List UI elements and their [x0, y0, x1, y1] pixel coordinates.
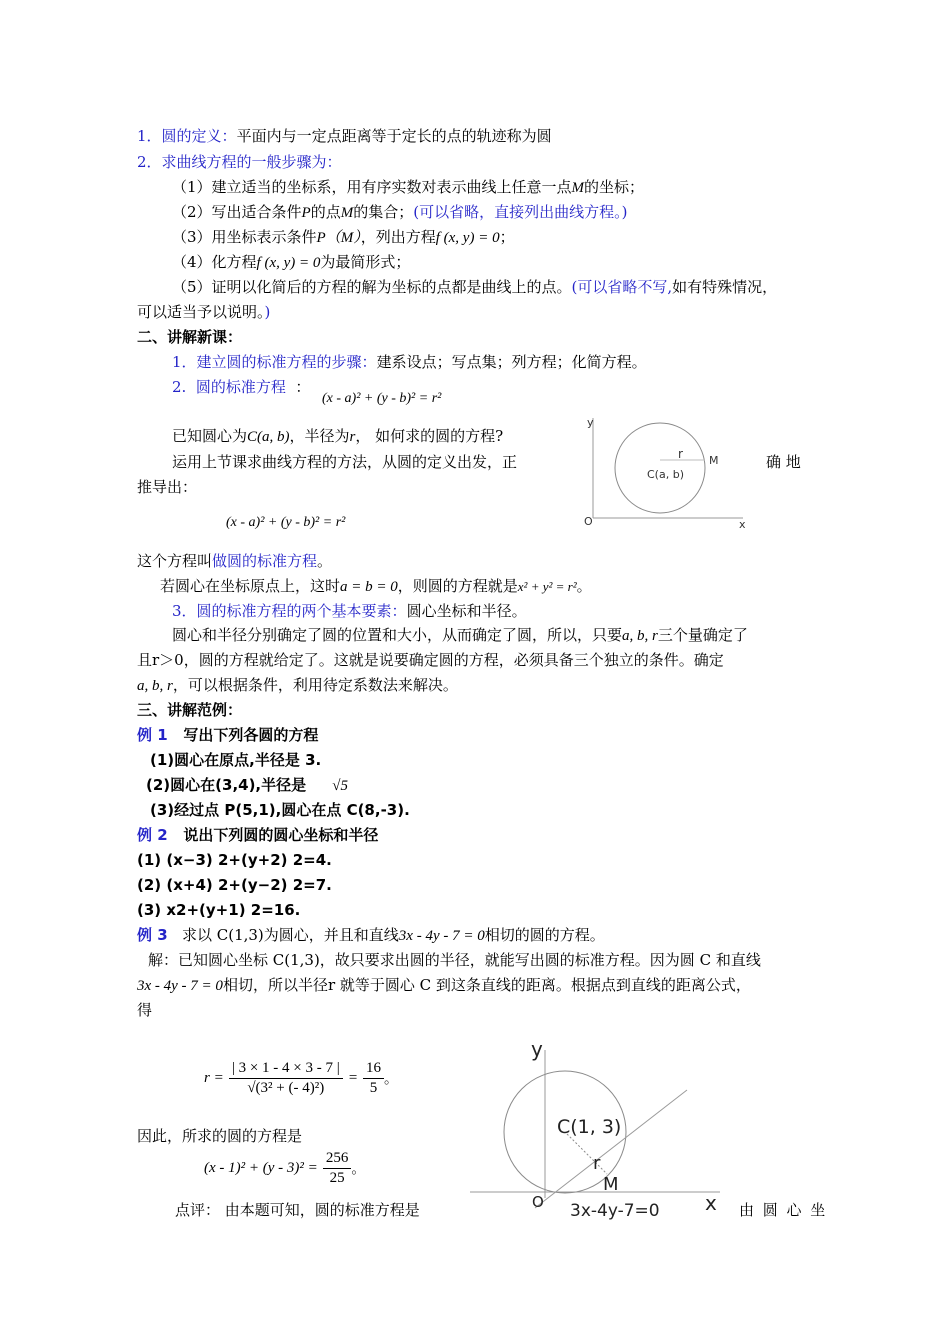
- step-text: （5）证明以化简后的方程的解为坐标的点都是曲线上的点。: [172, 278, 572, 296]
- step-text: ；: [499, 228, 515, 246]
- origin-condition: a = b = 0: [340, 579, 398, 595]
- radius-label: r: [678, 447, 683, 461]
- y-label: y: [531, 1037, 543, 1061]
- elements-label: 圆的标准方程的两个基本要素：: [196, 602, 407, 620]
- solution-line-3: 得: [137, 1001, 153, 1019]
- explain-line-3: [137, 675, 458, 696]
- step-note: (可以省略不写,: [571, 278, 673, 296]
- explain-text: 圆心和半径分别确定了圆的位置和大小，从而确定了圆，所以，只要: [172, 626, 623, 644]
- explain-line-1: [172, 625, 748, 646]
- step-note: (可以省略，直接列出曲线方程。): [413, 203, 628, 221]
- step-5-cont: [137, 302, 270, 322]
- line-label: 3x-4y-7=0: [570, 1201, 660, 1221]
- steps-heading: [137, 152, 342, 172]
- item-number: 3．: [172, 602, 197, 620]
- radius-label: r: [593, 1153, 601, 1174]
- step-text: 的点: [310, 203, 341, 221]
- equation: f (x, y) = 0: [435, 230, 500, 246]
- origin-line: [160, 576, 592, 597]
- x-label: x: [739, 518, 746, 531]
- center-label: C(a, b): [647, 468, 684, 481]
- x-label: x: [705, 1191, 717, 1215]
- step-text: 的集合；: [353, 203, 414, 221]
- line-equation: 3x - 4y - 7 = 0: [398, 928, 485, 944]
- fraction-denominator: √(3² + (- 4)²): [247, 1080, 325, 1096]
- elements-line: [172, 601, 527, 621]
- r-lhs: r =: [204, 1070, 224, 1086]
- definition-text: 平面内与一定点距离等于定长的点的轨迹称为圆: [236, 127, 552, 145]
- y-label: y: [587, 416, 594, 429]
- solution-line-1: 解：已知圆心坐标 C(1,3)，故只要求出圆的半径，就能写出圆的标准方程。因为圆 C 和直线: [148, 951, 761, 969]
- question-line: [172, 426, 503, 447]
- steps-text: 建系设点；写点集；列方程；化简方程。: [376, 353, 647, 371]
- explain-text: ，可以根据条件，利用待定系数法来解决。: [172, 676, 458, 694]
- vars: a, b, r: [622, 628, 658, 644]
- period: 。: [351, 1161, 366, 1178]
- called-term: 做圆的标准方程: [212, 552, 318, 570]
- var-m: M: [571, 180, 585, 196]
- answer-equation: [204, 1150, 365, 1187]
- step-text: （1）建立适当的坐标系，用有序实数对表示曲线上任意一点: [172, 178, 572, 196]
- step-5: [172, 277, 777, 297]
- example-1-part-2: [146, 775, 348, 796]
- step-4: [172, 252, 410, 273]
- step-text: （4）化方程: [172, 253, 257, 271]
- item-number: 2.: [172, 378, 187, 396]
- circle-figure-2: [465, 1036, 735, 1224]
- definition-line: [137, 126, 552, 146]
- called-text: 这个方程叫: [137, 552, 213, 570]
- distance-fraction: [229, 1060, 343, 1097]
- point-m-label: M: [603, 1174, 619, 1195]
- solution-line-2: [137, 975, 751, 996]
- example-label: 例 2: [137, 826, 168, 844]
- step-text: 可以适当予以说明。: [137, 303, 265, 321]
- value-fraction: [363, 1060, 384, 1097]
- steps-label: 求曲线方程的一般步骤为：: [161, 153, 342, 171]
- called-text: 。: [317, 552, 333, 570]
- center-label: C(1, 3): [557, 1116, 622, 1138]
- definition-label: 圆的定义：: [161, 127, 237, 145]
- var-r: r: [349, 429, 356, 445]
- example-2-part-3: (3) x2+(y+1) 2=16.: [137, 901, 301, 919]
- point-m-label: M: [709, 454, 719, 467]
- elements-text: 圆心坐标和半径。: [406, 602, 527, 620]
- origin-text: ，则圆的方程就是: [397, 577, 518, 595]
- step-text: （3）用坐标表示条件: [172, 228, 317, 246]
- origin-label: O: [532, 1193, 544, 1211]
- fraction-numerator: | 3 × 1 - 4 × 3 - 7 |: [229, 1060, 343, 1079]
- item-number: 2．: [137, 153, 162, 171]
- q-text: ，半径为: [289, 427, 350, 445]
- section-heading: 二、讲解新课：: [137, 328, 243, 346]
- fraction-denominator: 5: [369, 1080, 378, 1096]
- step-3: [172, 227, 515, 248]
- standard-steps: [172, 352, 647, 372]
- section-heading: 三、讲解范例：: [137, 701, 243, 719]
- origin-text: 若圆心在坐标原点上，这时: [160, 577, 341, 595]
- derivation-cont: 推导出：: [137, 478, 198, 496]
- explain-text: 三个量确定了: [657, 626, 748, 644]
- step-2: [172, 202, 627, 223]
- colon: ：: [295, 378, 311, 396]
- step-text: ，列出方程: [360, 228, 436, 246]
- equals: =: [347, 1070, 358, 1086]
- example-label: 例 1: [137, 726, 168, 744]
- standard-eq-title: 圆的标准方程: [195, 378, 286, 396]
- fraction-numerator: 256: [323, 1150, 352, 1169]
- steps-label: 建立圆的标准方程的步骤：: [196, 353, 377, 371]
- comment-line: 点评： 由本题可知，圆的标准方程是: [175, 1201, 420, 1219]
- explain-line-2: 且r＞0，圆的方程就给定了。这就是说要确定圆的方程，必须具备三个独立的条件。确定: [137, 651, 724, 669]
- q-text: ， 如何求的圆的方程?: [355, 427, 504, 445]
- fraction-denominator: 25: [329, 1170, 345, 1186]
- derivation-right: 确 地: [766, 453, 801, 471]
- origin-text: 。: [576, 577, 592, 595]
- radius-formula: [204, 1060, 398, 1097]
- example-text: 求以 C(1,3)为圆心，并且和直线: [181, 926, 399, 944]
- example-2-part-2: (2) (x+4) 2+(y−2) 2=7.: [137, 876, 332, 894]
- line-equation: 3x - 4y - 7 = 0: [137, 978, 223, 994]
- step-text: 的坐标；: [584, 178, 645, 196]
- example-label: 例 3: [137, 926, 168, 944]
- step-1: [172, 177, 644, 198]
- step-text: 为最简形式；: [320, 253, 411, 271]
- hence-line: 因此，所求的圆的方程是: [137, 1127, 303, 1145]
- derived-equation: (x - a)² + (y - b)² = r²: [226, 515, 346, 530]
- called-line: [137, 551, 332, 571]
- solution-text: 相切，所以半径r 就等于圆心 C 到这条直线的距离。根据点到直线的距离公式，: [222, 976, 751, 994]
- circle-figure-1: [578, 408, 758, 532]
- equation: f (x, y) = 0: [256, 255, 321, 271]
- var-p: P（M）: [316, 230, 361, 246]
- item-number: 1．: [137, 127, 162, 145]
- comment-right: 由 圆 心 坐: [739, 1201, 828, 1219]
- example-1-title: [137, 725, 318, 745]
- example-2-part-1: (1) (x−3) 2+(y+2) 2=4.: [137, 851, 332, 869]
- example-1-part-3: (3)经过点 P(5,1),圆心在点 C(8,-3).: [150, 801, 410, 819]
- period: 。: [384, 1071, 399, 1088]
- example-title: 写出下列各圆的方程: [183, 726, 319, 744]
- sqrt-five: √5: [332, 778, 348, 794]
- example-title: 说出下列圆的圆心坐标和半径: [183, 826, 379, 844]
- standard-eq-label: [172, 377, 310, 397]
- center-c: C(a, b): [247, 429, 290, 445]
- var-p: P: [301, 205, 311, 221]
- standard-equation: (x - a)² + (y - b)² = r²: [322, 391, 442, 406]
- var-m: M: [340, 205, 354, 221]
- answer-lhs: (x - 1)² + (y - 3)² =: [204, 1160, 318, 1176]
- part-text: (2)圆心在(3,4),半径是: [146, 776, 307, 794]
- q-text: 已知圆心为: [172, 427, 248, 445]
- origin-label: O: [584, 515, 593, 528]
- fraction-numerator: 16: [363, 1060, 384, 1079]
- step-note: ): [264, 303, 271, 321]
- origin-equation: x² + y² = r²: [517, 579, 577, 594]
- answer-fraction: [323, 1150, 352, 1187]
- example-2-title: [137, 825, 378, 845]
- example-1-part-1: (1)圆心在原点,半径是 3.: [150, 751, 322, 769]
- step-text: 如有特殊情况，: [672, 278, 778, 296]
- derivation-line: 运用上节课求曲线方程的方法，从圆的定义出发，正: [172, 453, 518, 471]
- vars: a, b, r: [137, 678, 173, 694]
- item-number: 1．: [172, 353, 197, 371]
- step-text: （2）写出适合条件: [172, 203, 302, 221]
- example-3-title: [137, 925, 605, 946]
- example-text: 相切的圆的方程。: [484, 926, 605, 944]
